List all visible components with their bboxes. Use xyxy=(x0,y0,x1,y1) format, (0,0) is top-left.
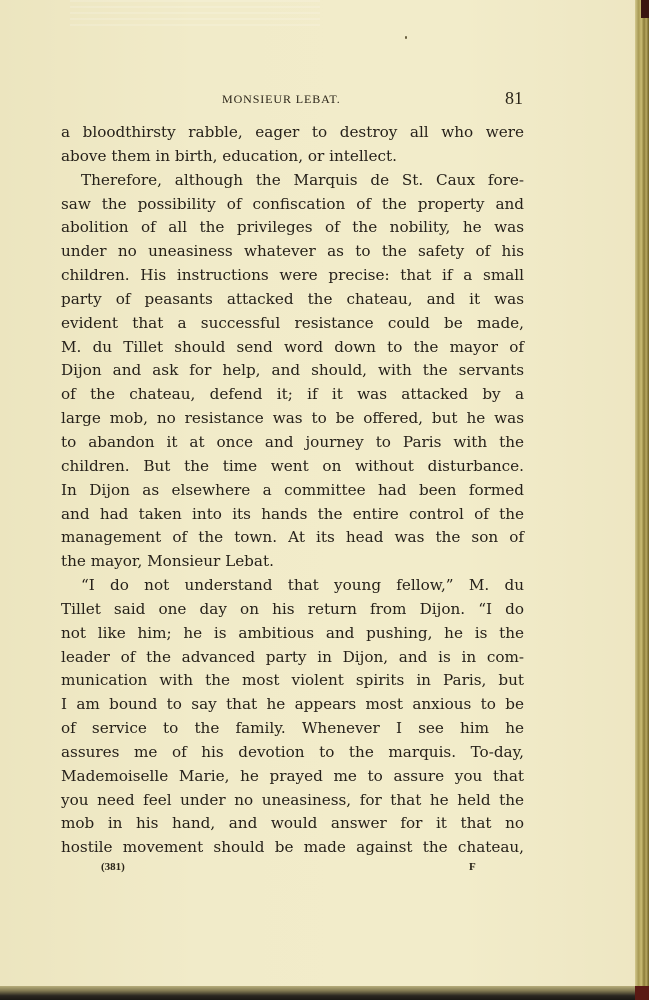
paper-speck xyxy=(405,36,407,39)
text-line: evident that a successful resistance could be made, xyxy=(61,313,524,332)
text-line: a bloodthirsty rabble, eager to destroy all who were xyxy=(61,123,524,141)
page-number: 81 xyxy=(505,88,523,108)
text-line: abolition of all the privileges of the nobility, he was xyxy=(61,218,524,237)
book-cover-corner xyxy=(641,0,649,18)
text-line: to abandon it at once and journey to Paris with the xyxy=(61,432,524,451)
text-line: under no uneasiness whatever as to the safety of his xyxy=(61,242,524,261)
text-line: and had taken into its hands the entire control of the xyxy=(61,504,524,523)
book-cover-corner-bottom xyxy=(635,986,649,1000)
text-line: In Dijon as elsewhere a committee had been formed xyxy=(61,480,524,499)
text-line: Therefore, although the Marquis de St. Caux fore- xyxy=(81,170,524,189)
text-line: above them in birth, education, or intellect. xyxy=(61,146,397,165)
text-line: children. But the time went on without disturbance. xyxy=(61,456,524,475)
text-line: the mayor, Monsieur Lebat. xyxy=(61,552,274,571)
text-line: munication with the most violent spirits in Paris, but xyxy=(61,671,524,690)
text-line: party of peasants attacked the chateau, and it was xyxy=(61,289,524,308)
signature-mark: (381) xyxy=(101,861,125,873)
text-line: “I do not understand that young fellow,” M. du xyxy=(81,576,524,595)
text-line: leader of the advanced party in Dijon, and is in com- xyxy=(61,647,524,666)
page-texture xyxy=(70,0,320,30)
text-line: not like him; he is ambitious and pushing, he is the xyxy=(61,623,524,642)
text-line: management of the town. At its head was the son of xyxy=(61,528,524,547)
running-title: MONSIEUR LEBAT. xyxy=(222,92,341,106)
text-line: saw the possibility of confiscation of the property and xyxy=(61,194,524,213)
text-line: mob in his hand, and would answer for it that no xyxy=(61,814,524,833)
text-line: Mademoiselle Marie, he prayed me to assure you that xyxy=(61,766,524,785)
text-line: children. His instructions were precise: that if a small xyxy=(61,266,524,285)
text-line: Tillet said one day on his return from Dijon. “I do xyxy=(61,599,524,618)
text-line: of the chateau, defend it; if it was attacked by a xyxy=(61,385,524,404)
signature-letter: F xyxy=(469,861,476,873)
text-line: I am bound to say that he appears most anxious to be xyxy=(61,695,524,714)
text-line: of service to the family. Whenever I see him he xyxy=(61,719,524,738)
text-line: M. du Tillet should send word down to the mayor of xyxy=(61,337,524,356)
text-line: you need feel under no uneasiness, for that he held the xyxy=(61,790,524,809)
body-text xyxy=(61,121,524,860)
text-line: Dijon and ask for help, and should, with the servants xyxy=(61,361,524,380)
text-line: assures me of his devotion to the marquis. To-day, xyxy=(61,742,524,761)
book-binding-edge xyxy=(635,0,649,1000)
text-line: hostile movement should be made against the chateau, xyxy=(61,838,524,857)
page-bottom-edge xyxy=(0,986,649,1000)
text-line: large mob, no resistance was to be offered, but he was xyxy=(61,409,524,428)
